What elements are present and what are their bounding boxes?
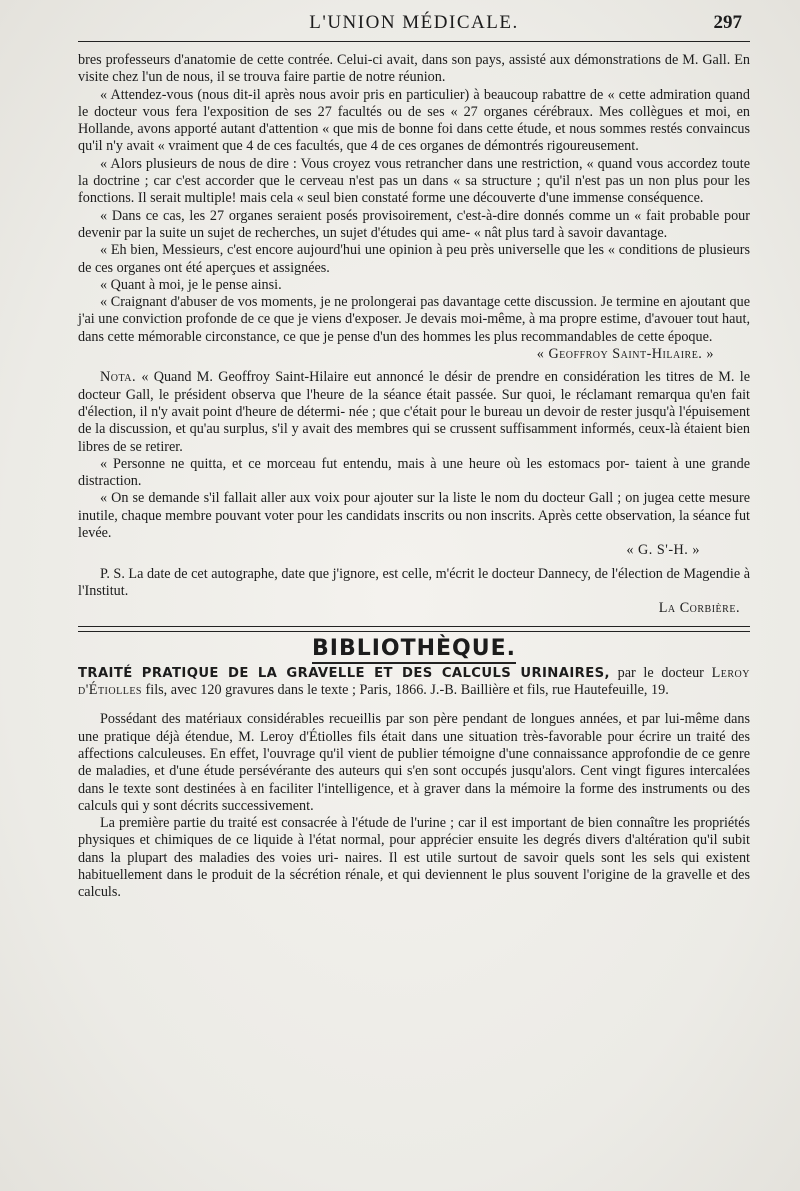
paragraph: « Quant à moi, je le pense ainsi. [100, 276, 282, 293]
spacer [78, 699, 750, 711]
paragraph: « Personne ne quitta, et ce morceau fut entendu, mais à une heure où les estomacs por- taient à une grande distraction. [78, 455, 750, 490]
section-title [78, 635, 750, 661]
paragraph: « Craignant d'abuser de vos moments, je ne prolongerai pas davantage cette discussion. Je termine en ajoutant que j'ai une conviction profonde de ce que je viens d'exposer. Je devais moi-même, à ma propre estime, d'avouer tout haut, dans cette mémorable circonstance, ce que je pense d'un des hommes les plus recommandables de cette époque. [78, 294, 750, 345]
nota-text: « Quand M. Geoffroy Saint-Hilaire eut annoncé le désir de prendre en considération les titres de M. le docteur Gall, le président observa que l'heure de la séance était passée. Sur quoi, le réclamant remarqua qu'en fait d'élection, il n'y avait point d'heure de détermi- née ; que c'était pour le bureau un devoir de rester jusqu'à l'épuisement de la discussion, et qu'au surplus, s'il y avait des membres qui se crussent suffisamment informés, ceux-là étaient bien libres de se retirer. [78, 369, 750, 455]
journal-title: L'UNION MÉDICALE. [309, 12, 519, 33]
review-paragraph: La première partie du traité est consacrée à l'étude de l'urine ; car il est important de bien connaître les propriétés physiques et chimiques de ce liquide à l'état normal, pour apprécier ensuite les degrés divers d'altération qu'il subit dans la plupart des maladies des voies uri- naires. Il est utile surtout de savoir quels sont les sels qui existent habituellement dans le produit de la sécrétion rénale, et qui deviennent le plus souvent l'origine de la gravelle et des calculs. [78, 815, 750, 901]
section-title-text: BIBLIOTHÈQUE. [312, 636, 516, 664]
book-citation [78, 665, 750, 700]
article-body [78, 52, 750, 902]
book-title: TRAITÉ PRATIQUE DE LA GRAVELLE ET DES CALCULS URINAIRES, [78, 665, 610, 681]
page-number: 297 [713, 12, 742, 33]
book-citation-a: par le docteur [609, 664, 712, 681]
book-citation-b: fils, avec 120 gravures dans le texte ; Paris, 1866. J.-B. Baillière et fils, rue Hautefeuille, 19. [142, 682, 669, 699]
header-rule [78, 41, 750, 42]
paragraph: « Alors plusieurs de nous de dire : Vous croyez vous retrancher dans une restriction, « quand vous accordez toute la doctrine ; car c'est accorder que le cerveau n'est pas un dans « sa structure ; qu'il n'est pas un non plus pour les fonctions. Il serait multiple! mais cela « seul bien constaté forme une découverte d'une immense conséquence. [78, 155, 750, 207]
postscript: P. S. La date de cet autographe, date que j'ignore, est celle, m'écrit le docteur Dannecy, de l'élection de Magendie à l'Institut. [78, 565, 750, 599]
paragraph: « Eh bien, Messieurs, c'est encore aujourd'hui une opinion à peu près universelle que les « conditions de plusieurs de ces organes ont été aperçues et assignées. [78, 242, 750, 276]
paragraph: « Dans ce cas, les 27 organes seraient posés provisoirement, c'est-à-dire donnés comme un « fait probable pour devenir par la suite un sujet de recherches, un sujet d'études qui ame- « nât plus tard à savoir davantage. [78, 207, 750, 241]
section-divider [78, 626, 750, 632]
nota-label: Nota. [100, 369, 137, 386]
signature-gsh: « G. S'-H. » [626, 542, 700, 559]
paragraph: bres professeurs d'anatomie de cette contrée. Celui-ci avait, dans son pays, assisté aux démonstrations de M. Gall. En visite chez l'un de nous, il se trouva faire partie de notre réunion. [78, 52, 750, 86]
paragraph: « Attendez-vous (nous dit-il après nous avoir pris en particulier) à beaucoup rabattre de « cette admiration quand le docteur vous fera l'exposition de ses 27 facultés ou de ses « 27 organes cérébraux. Mes collègues et moi, en Hollande, avons apporté autant d'attention « que mis de bonne foi dans cette étude, et nous sommes restés convaincus qu'il n'y avait « vraiment que 4 de ces facultés, que 4 de ces organes de démontrés rigoureusement. [78, 86, 750, 155]
paragraph: « On se demande s'il fallait aller aux voix pour ajouter sur la liste le nom du docteur Gall ; on jugea cette mesure inutile, chaque membre pouvant voter pour les candidats inscrits ou non inscrits. Après cette observation, la séance fut levée. [78, 490, 750, 542]
signature-geoffroy: « Geoffroy Saint-Hilaire. » [536, 346, 714, 363]
signature-lacorbiere: La Corbière. [658, 600, 740, 617]
book-author: Leroy d'Étiolles [78, 664, 750, 699]
review-paragraph: Possédant des matériaux considérables recueillis par son père pendant de longues années, et par lui-même dans une pratique déjà étendue, M. Leroy d'Étiolles fils était dans une situation très-favorable pour écrire un traité des affections calculeuses. En effet, l'ouvrage qu'il vient de publier témoigne d'une connaissance approfondie de ce genre de maladies, et d'une étude persévérante des auteurs qui s'en sont occupés jusqu'alors. Cent vingt figures intercalées dans le texte sont destinées à en faciliter l'intelligence, et à graver dans la mémoire la forme des instruments ou des calculs qui y sont décrits successivement. [78, 711, 750, 814]
running-header [78, 8, 750, 36]
nota-paragraph [78, 369, 750, 455]
